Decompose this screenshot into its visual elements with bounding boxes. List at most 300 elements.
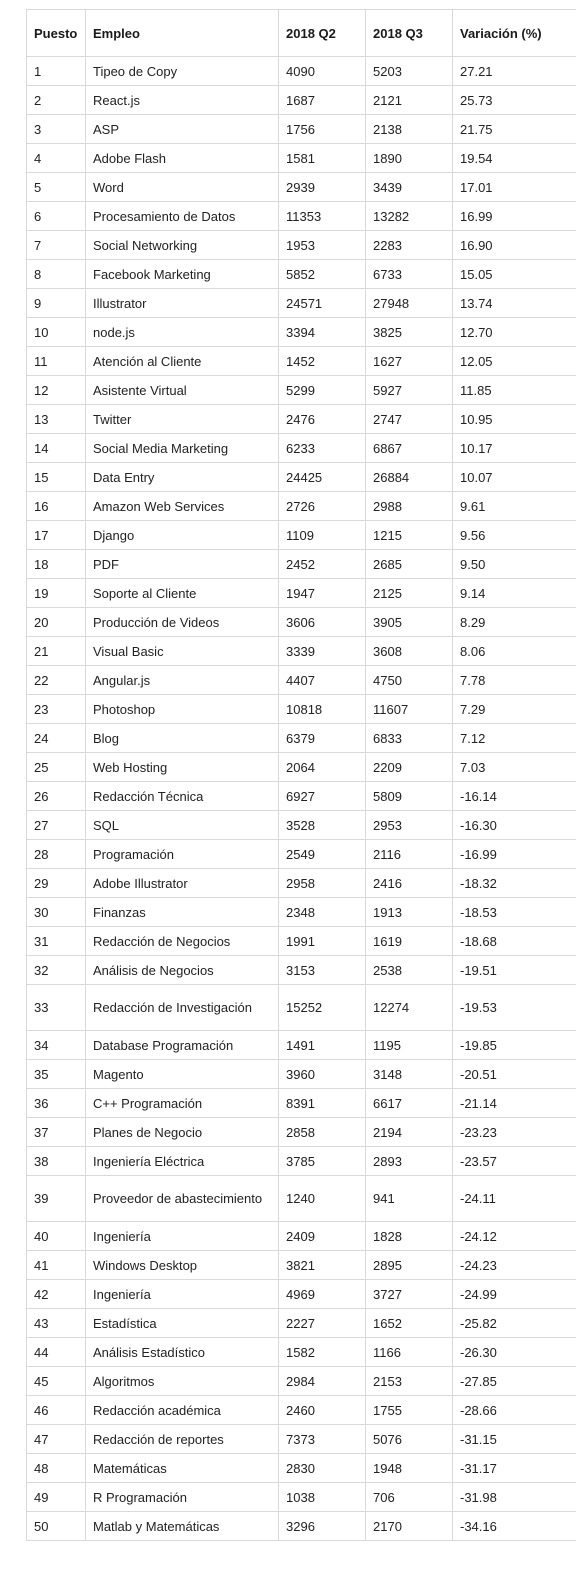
table-row: [27, 1454, 576, 1483]
cell-variation: 19.54: [453, 144, 576, 173]
cell-q2: 1581: [279, 144, 366, 173]
cell-q3: 12274: [366, 985, 453, 1031]
cell-q3: 6867: [366, 434, 453, 463]
table-row: [27, 115, 576, 144]
cell-q2: 15252: [279, 985, 366, 1031]
cell-rank: 11: [27, 347, 86, 376]
cell-q3: 1166: [366, 1338, 453, 1367]
cell-q3: 2209: [366, 753, 453, 782]
table-row: [27, 1483, 576, 1512]
table-row: [27, 869, 576, 898]
cell-variation: -24.11: [453, 1176, 576, 1222]
cell-q3: 6833: [366, 724, 453, 753]
cell-rank: 15: [27, 463, 86, 492]
cell-rank: 33: [27, 985, 86, 1031]
cell-q2: 1953: [279, 231, 366, 260]
table-row: [27, 202, 576, 231]
table-row: [27, 695, 576, 724]
cell-rank: 20: [27, 608, 86, 637]
cell-variation: 10.95: [453, 405, 576, 434]
cell-job: Asistente Virtual: [86, 376, 279, 405]
cell-q2: 2830: [279, 1454, 366, 1483]
table-row: [27, 318, 576, 347]
table-row: [27, 1425, 576, 1454]
cell-q3: 2121: [366, 86, 453, 115]
cell-variation: 7.29: [453, 695, 576, 724]
cell-variation: 15.05: [453, 260, 576, 289]
cell-q3: 2953: [366, 811, 453, 840]
cell-job: SQL: [86, 811, 279, 840]
cell-rank: 43: [27, 1309, 86, 1338]
cell-variation: 9.56: [453, 521, 576, 550]
cell-q3: 1948: [366, 1454, 453, 1483]
cell-q3: 3148: [366, 1060, 453, 1089]
cell-q3: 2125: [366, 579, 453, 608]
cell-q2: 3960: [279, 1060, 366, 1089]
cell-q3: 11607: [366, 695, 453, 724]
table-row: [27, 57, 576, 86]
table-row: [27, 1396, 576, 1425]
cell-rank: 2: [27, 86, 86, 115]
cell-q2: 2939: [279, 173, 366, 202]
cell-q3: 2153: [366, 1367, 453, 1396]
cell-job: Finanzas: [86, 898, 279, 927]
cell-q2: 2549: [279, 840, 366, 869]
cell-q2: 1582: [279, 1338, 366, 1367]
cell-rank: 32: [27, 956, 86, 985]
cell-rank: 12: [27, 376, 86, 405]
cell-q2: 1947: [279, 579, 366, 608]
job-ranking-table-wrapper: [26, 9, 576, 1541]
cell-q2: 2227: [279, 1309, 366, 1338]
cell-job: Ingeniería: [86, 1222, 279, 1251]
table-row: [27, 811, 576, 840]
cell-rank: 24: [27, 724, 86, 753]
cell-rank: 18: [27, 550, 86, 579]
cell-q3: 6733: [366, 260, 453, 289]
cell-job: Tipeo de Copy: [86, 57, 279, 86]
cell-q3: 26884: [366, 463, 453, 492]
cell-variation: 16.99: [453, 202, 576, 231]
cell-job: Procesamiento de Datos: [86, 202, 279, 231]
cell-rank: 47: [27, 1425, 86, 1454]
cell-rank: 6: [27, 202, 86, 231]
cell-q2: 11353: [279, 202, 366, 231]
cell-job: Social Networking: [86, 231, 279, 260]
cell-q2: 1452: [279, 347, 366, 376]
cell-rank: 19: [27, 579, 86, 608]
cell-q2: 3153: [279, 956, 366, 985]
cell-q3: 6617: [366, 1089, 453, 1118]
cell-job: Estadística: [86, 1309, 279, 1338]
cell-q2: 2858: [279, 1118, 366, 1147]
cell-q3: 5076: [366, 1425, 453, 1454]
cell-job: Matlab y Matemáticas: [86, 1512, 279, 1541]
cell-variation: -25.82: [453, 1309, 576, 1338]
cell-q3: 2116: [366, 840, 453, 869]
cell-job: Web Hosting: [86, 753, 279, 782]
cell-job: Photoshop: [86, 695, 279, 724]
cell-q3: 3905: [366, 608, 453, 637]
cell-job: Social Media Marketing: [86, 434, 279, 463]
table-row: [27, 1512, 576, 1541]
cell-job: Proveedor de abastecimiento: [86, 1176, 279, 1222]
cell-job: Redacción de reportes: [86, 1425, 279, 1454]
cell-rank: 38: [27, 1147, 86, 1176]
cell-q2: 3339: [279, 637, 366, 666]
cell-q3: 1828: [366, 1222, 453, 1251]
cell-job: Django: [86, 521, 279, 550]
cell-variation: -19.51: [453, 956, 576, 985]
cell-variation: -18.68: [453, 927, 576, 956]
cell-rank: 3: [27, 115, 86, 144]
cell-rank: 30: [27, 898, 86, 927]
cell-rank: 48: [27, 1454, 86, 1483]
table-row: [27, 173, 576, 202]
cell-q2: 8391: [279, 1089, 366, 1118]
cell-job: Facebook Marketing: [86, 260, 279, 289]
cell-rank: 34: [27, 1031, 86, 1060]
cell-q2: 3296: [279, 1512, 366, 1541]
cell-q2: 4090: [279, 57, 366, 86]
cell-rank: 5: [27, 173, 86, 202]
cell-q3: 3608: [366, 637, 453, 666]
cell-variation: -24.23: [453, 1251, 576, 1280]
cell-job: Word: [86, 173, 279, 202]
cell-variation: -18.32: [453, 869, 576, 898]
cell-variation: 21.75: [453, 115, 576, 144]
cell-rank: 27: [27, 811, 86, 840]
table-row: [27, 637, 576, 666]
cell-q2: 24571: [279, 289, 366, 318]
cell-variation: -24.12: [453, 1222, 576, 1251]
cell-job: Programación: [86, 840, 279, 869]
table-row: [27, 1280, 576, 1309]
table-row: [27, 1251, 576, 1280]
cell-q2: 2476: [279, 405, 366, 434]
cell-rank: 42: [27, 1280, 86, 1309]
cell-q3: 941: [366, 1176, 453, 1222]
cell-q3: 1755: [366, 1396, 453, 1425]
cell-job: Planes de Negocio: [86, 1118, 279, 1147]
cell-q3: 13282: [366, 202, 453, 231]
cell-q3: 5809: [366, 782, 453, 811]
table-row: [27, 1176, 576, 1222]
cell-q2: 10818: [279, 695, 366, 724]
cell-job: C++ Programación: [86, 1089, 279, 1118]
cell-q3: 2895: [366, 1251, 453, 1280]
cell-q2: 1240: [279, 1176, 366, 1222]
cell-job: R Programación: [86, 1483, 279, 1512]
table-row: [27, 927, 576, 956]
cell-q3: 1619: [366, 927, 453, 956]
table-row: [27, 985, 576, 1031]
cell-variation: -31.17: [453, 1454, 576, 1483]
cell-job: Soporte al Cliente: [86, 579, 279, 608]
header-q3: 2018 Q3: [366, 10, 453, 57]
cell-job: Producción de Videos: [86, 608, 279, 637]
cell-job: ASP: [86, 115, 279, 144]
cell-rank: 9: [27, 289, 86, 318]
table-row: [27, 434, 576, 463]
table-row: [27, 231, 576, 260]
cell-q2: 6927: [279, 782, 366, 811]
cell-rank: 41: [27, 1251, 86, 1280]
cell-rank: 49: [27, 1483, 86, 1512]
cell-q3: 5927: [366, 376, 453, 405]
cell-job: Angular.js: [86, 666, 279, 695]
cell-rank: 23: [27, 695, 86, 724]
cell-q2: 2452: [279, 550, 366, 579]
cell-job: Algoritmos: [86, 1367, 279, 1396]
cell-q2: 5852: [279, 260, 366, 289]
cell-job: Análisis de Negocios: [86, 956, 279, 985]
cell-rank: 26: [27, 782, 86, 811]
cell-q2: 6233: [279, 434, 366, 463]
cell-q3: 3825: [366, 318, 453, 347]
cell-rank: 35: [27, 1060, 86, 1089]
cell-q2: 1109: [279, 521, 366, 550]
cell-variation: 16.90: [453, 231, 576, 260]
cell-variation: -26.30: [453, 1338, 576, 1367]
cell-variation: 7.78: [453, 666, 576, 695]
cell-rank: 36: [27, 1089, 86, 1118]
cell-variation: -27.85: [453, 1367, 576, 1396]
table-row: [27, 1309, 576, 1338]
cell-job: Data Entry: [86, 463, 279, 492]
cell-q2: 3394: [279, 318, 366, 347]
cell-variation: -16.99: [453, 840, 576, 869]
cell-q2: 1491: [279, 1031, 366, 1060]
cell-variation: -23.23: [453, 1118, 576, 1147]
cell-job: Ingeniería: [86, 1280, 279, 1309]
table-row: [27, 1118, 576, 1147]
cell-variation: -19.85: [453, 1031, 576, 1060]
cell-rank: 13: [27, 405, 86, 434]
cell-variation: 11.85: [453, 376, 576, 405]
table-row: [27, 666, 576, 695]
cell-q2: 2460: [279, 1396, 366, 1425]
cell-rank: 10: [27, 318, 86, 347]
cell-q2: 1687: [279, 86, 366, 115]
cell-job: React.js: [86, 86, 279, 115]
cell-q2: 5299: [279, 376, 366, 405]
table-row: [27, 1060, 576, 1089]
cell-q2: 2348: [279, 898, 366, 927]
cell-job: Illustrator: [86, 289, 279, 318]
cell-q2: 4969: [279, 1280, 366, 1309]
table-row: [27, 1089, 576, 1118]
cell-rank: 44: [27, 1338, 86, 1367]
cell-q2: 3821: [279, 1251, 366, 1280]
cell-q3: 27948: [366, 289, 453, 318]
cell-rank: 1: [27, 57, 86, 86]
header-variation: Variación (%): [453, 10, 576, 57]
cell-q2: 2726: [279, 492, 366, 521]
job-ranking-table: [26, 9, 576, 1541]
cell-q2: 1991: [279, 927, 366, 956]
table-row: [27, 1367, 576, 1396]
cell-q3: 2988: [366, 492, 453, 521]
cell-job: Adobe Flash: [86, 144, 279, 173]
cell-job: Amazon Web Services: [86, 492, 279, 521]
cell-job: Redacción Técnica: [86, 782, 279, 811]
cell-q2: 1038: [279, 1483, 366, 1512]
table-body: [27, 57, 576, 1541]
cell-variation: 9.14: [453, 579, 576, 608]
cell-q2: 2958: [279, 869, 366, 898]
cell-variation: -24.99: [453, 1280, 576, 1309]
cell-q3: 2747: [366, 405, 453, 434]
cell-q3: 1195: [366, 1031, 453, 1060]
cell-variation: 12.05: [453, 347, 576, 376]
table-row: [27, 550, 576, 579]
cell-rank: 39: [27, 1176, 86, 1222]
cell-variation: 17.01: [453, 173, 576, 202]
cell-variation: -31.98: [453, 1483, 576, 1512]
cell-q3: 2538: [366, 956, 453, 985]
cell-job: Redacción académica: [86, 1396, 279, 1425]
cell-variation: 10.17: [453, 434, 576, 463]
cell-q3: 2893: [366, 1147, 453, 1176]
cell-q2: 24425: [279, 463, 366, 492]
cell-rank: 14: [27, 434, 86, 463]
cell-q2: 1756: [279, 115, 366, 144]
cell-q3: 706: [366, 1483, 453, 1512]
cell-q3: 1627: [366, 347, 453, 376]
table-row: [27, 521, 576, 550]
cell-job: Database Programación: [86, 1031, 279, 1060]
cell-q2: 2984: [279, 1367, 366, 1396]
cell-variation: 10.07: [453, 463, 576, 492]
cell-rank: 45: [27, 1367, 86, 1396]
cell-q3: 2138: [366, 115, 453, 144]
cell-rank: 46: [27, 1396, 86, 1425]
cell-variation: 13.74: [453, 289, 576, 318]
cell-rank: 37: [27, 1118, 86, 1147]
table-header-row: [27, 10, 576, 57]
cell-variation: 8.29: [453, 608, 576, 637]
table-row: [27, 405, 576, 434]
cell-variation: -16.14: [453, 782, 576, 811]
cell-variation: 25.73: [453, 86, 576, 115]
cell-variation: -16.30: [453, 811, 576, 840]
cell-rank: 8: [27, 260, 86, 289]
cell-job: PDF: [86, 550, 279, 579]
cell-rank: 22: [27, 666, 86, 695]
cell-variation: 27.21: [453, 57, 576, 86]
cell-rank: 25: [27, 753, 86, 782]
cell-variation: 8.06: [453, 637, 576, 666]
cell-job: Windows Desktop: [86, 1251, 279, 1280]
cell-q3: 2685: [366, 550, 453, 579]
cell-q3: 2416: [366, 869, 453, 898]
cell-job: node.js: [86, 318, 279, 347]
table-row: [27, 1031, 576, 1060]
cell-q2: 3528: [279, 811, 366, 840]
cell-job: Atención al Cliente: [86, 347, 279, 376]
cell-job: Redacción de Investigación: [86, 985, 279, 1031]
cell-variation: -34.16: [453, 1512, 576, 1541]
cell-variation: -23.57: [453, 1147, 576, 1176]
cell-job: Blog: [86, 724, 279, 753]
cell-q2: 7373: [279, 1425, 366, 1454]
table-row: [27, 608, 576, 637]
cell-rank: 31: [27, 927, 86, 956]
cell-q3: 2283: [366, 231, 453, 260]
table-row: [27, 724, 576, 753]
cell-q2: 6379: [279, 724, 366, 753]
cell-variation: 9.50: [453, 550, 576, 579]
table-row: [27, 376, 576, 405]
cell-variation: 7.03: [453, 753, 576, 782]
cell-variation: -28.66: [453, 1396, 576, 1425]
cell-rank: 17: [27, 521, 86, 550]
cell-job: Adobe Illustrator: [86, 869, 279, 898]
cell-q2: 3785: [279, 1147, 366, 1176]
cell-q3: 5203: [366, 57, 453, 86]
cell-job: Redacción de Negocios: [86, 927, 279, 956]
cell-variation: -19.53: [453, 985, 576, 1031]
table-row: [27, 840, 576, 869]
table-row: [27, 753, 576, 782]
table-row: [27, 956, 576, 985]
cell-rank: 21: [27, 637, 86, 666]
cell-job: Visual Basic: [86, 637, 279, 666]
cell-variation: -21.14: [453, 1089, 576, 1118]
header-rank: Puesto: [27, 10, 86, 57]
cell-rank: 29: [27, 869, 86, 898]
cell-job: Twitter: [86, 405, 279, 434]
cell-variation: -31.15: [453, 1425, 576, 1454]
cell-rank: 50: [27, 1512, 86, 1541]
cell-job: Ingeniería Eléctrica: [86, 1147, 279, 1176]
cell-variation: 7.12: [453, 724, 576, 753]
cell-q3: 1913: [366, 898, 453, 927]
cell-q2: 3606: [279, 608, 366, 637]
table-row: [27, 1222, 576, 1251]
table-row: [27, 492, 576, 521]
cell-job: Magento: [86, 1060, 279, 1089]
table-row: [27, 289, 576, 318]
cell-job: Matemáticas: [86, 1454, 279, 1483]
header-job: Empleo: [86, 10, 279, 57]
cell-q3: 2194: [366, 1118, 453, 1147]
table-row: [27, 347, 576, 376]
cell-rank: 16: [27, 492, 86, 521]
table-row: [27, 463, 576, 492]
cell-q3: 3439: [366, 173, 453, 202]
table-row: [27, 86, 576, 115]
cell-q2: 4407: [279, 666, 366, 695]
table-row: [27, 1338, 576, 1367]
table-row: [27, 1147, 576, 1176]
cell-rank: 28: [27, 840, 86, 869]
table-row: [27, 579, 576, 608]
cell-rank: 40: [27, 1222, 86, 1251]
table-row: [27, 782, 576, 811]
cell-q3: 4750: [366, 666, 453, 695]
cell-q3: 2170: [366, 1512, 453, 1541]
cell-q3: 1890: [366, 144, 453, 173]
header-q2: 2018 Q2: [279, 10, 366, 57]
table-row: [27, 260, 576, 289]
cell-variation: 12.70: [453, 318, 576, 347]
cell-variation: -18.53: [453, 898, 576, 927]
cell-q3: 3727: [366, 1280, 453, 1309]
table-row: [27, 898, 576, 927]
table-row: [27, 144, 576, 173]
